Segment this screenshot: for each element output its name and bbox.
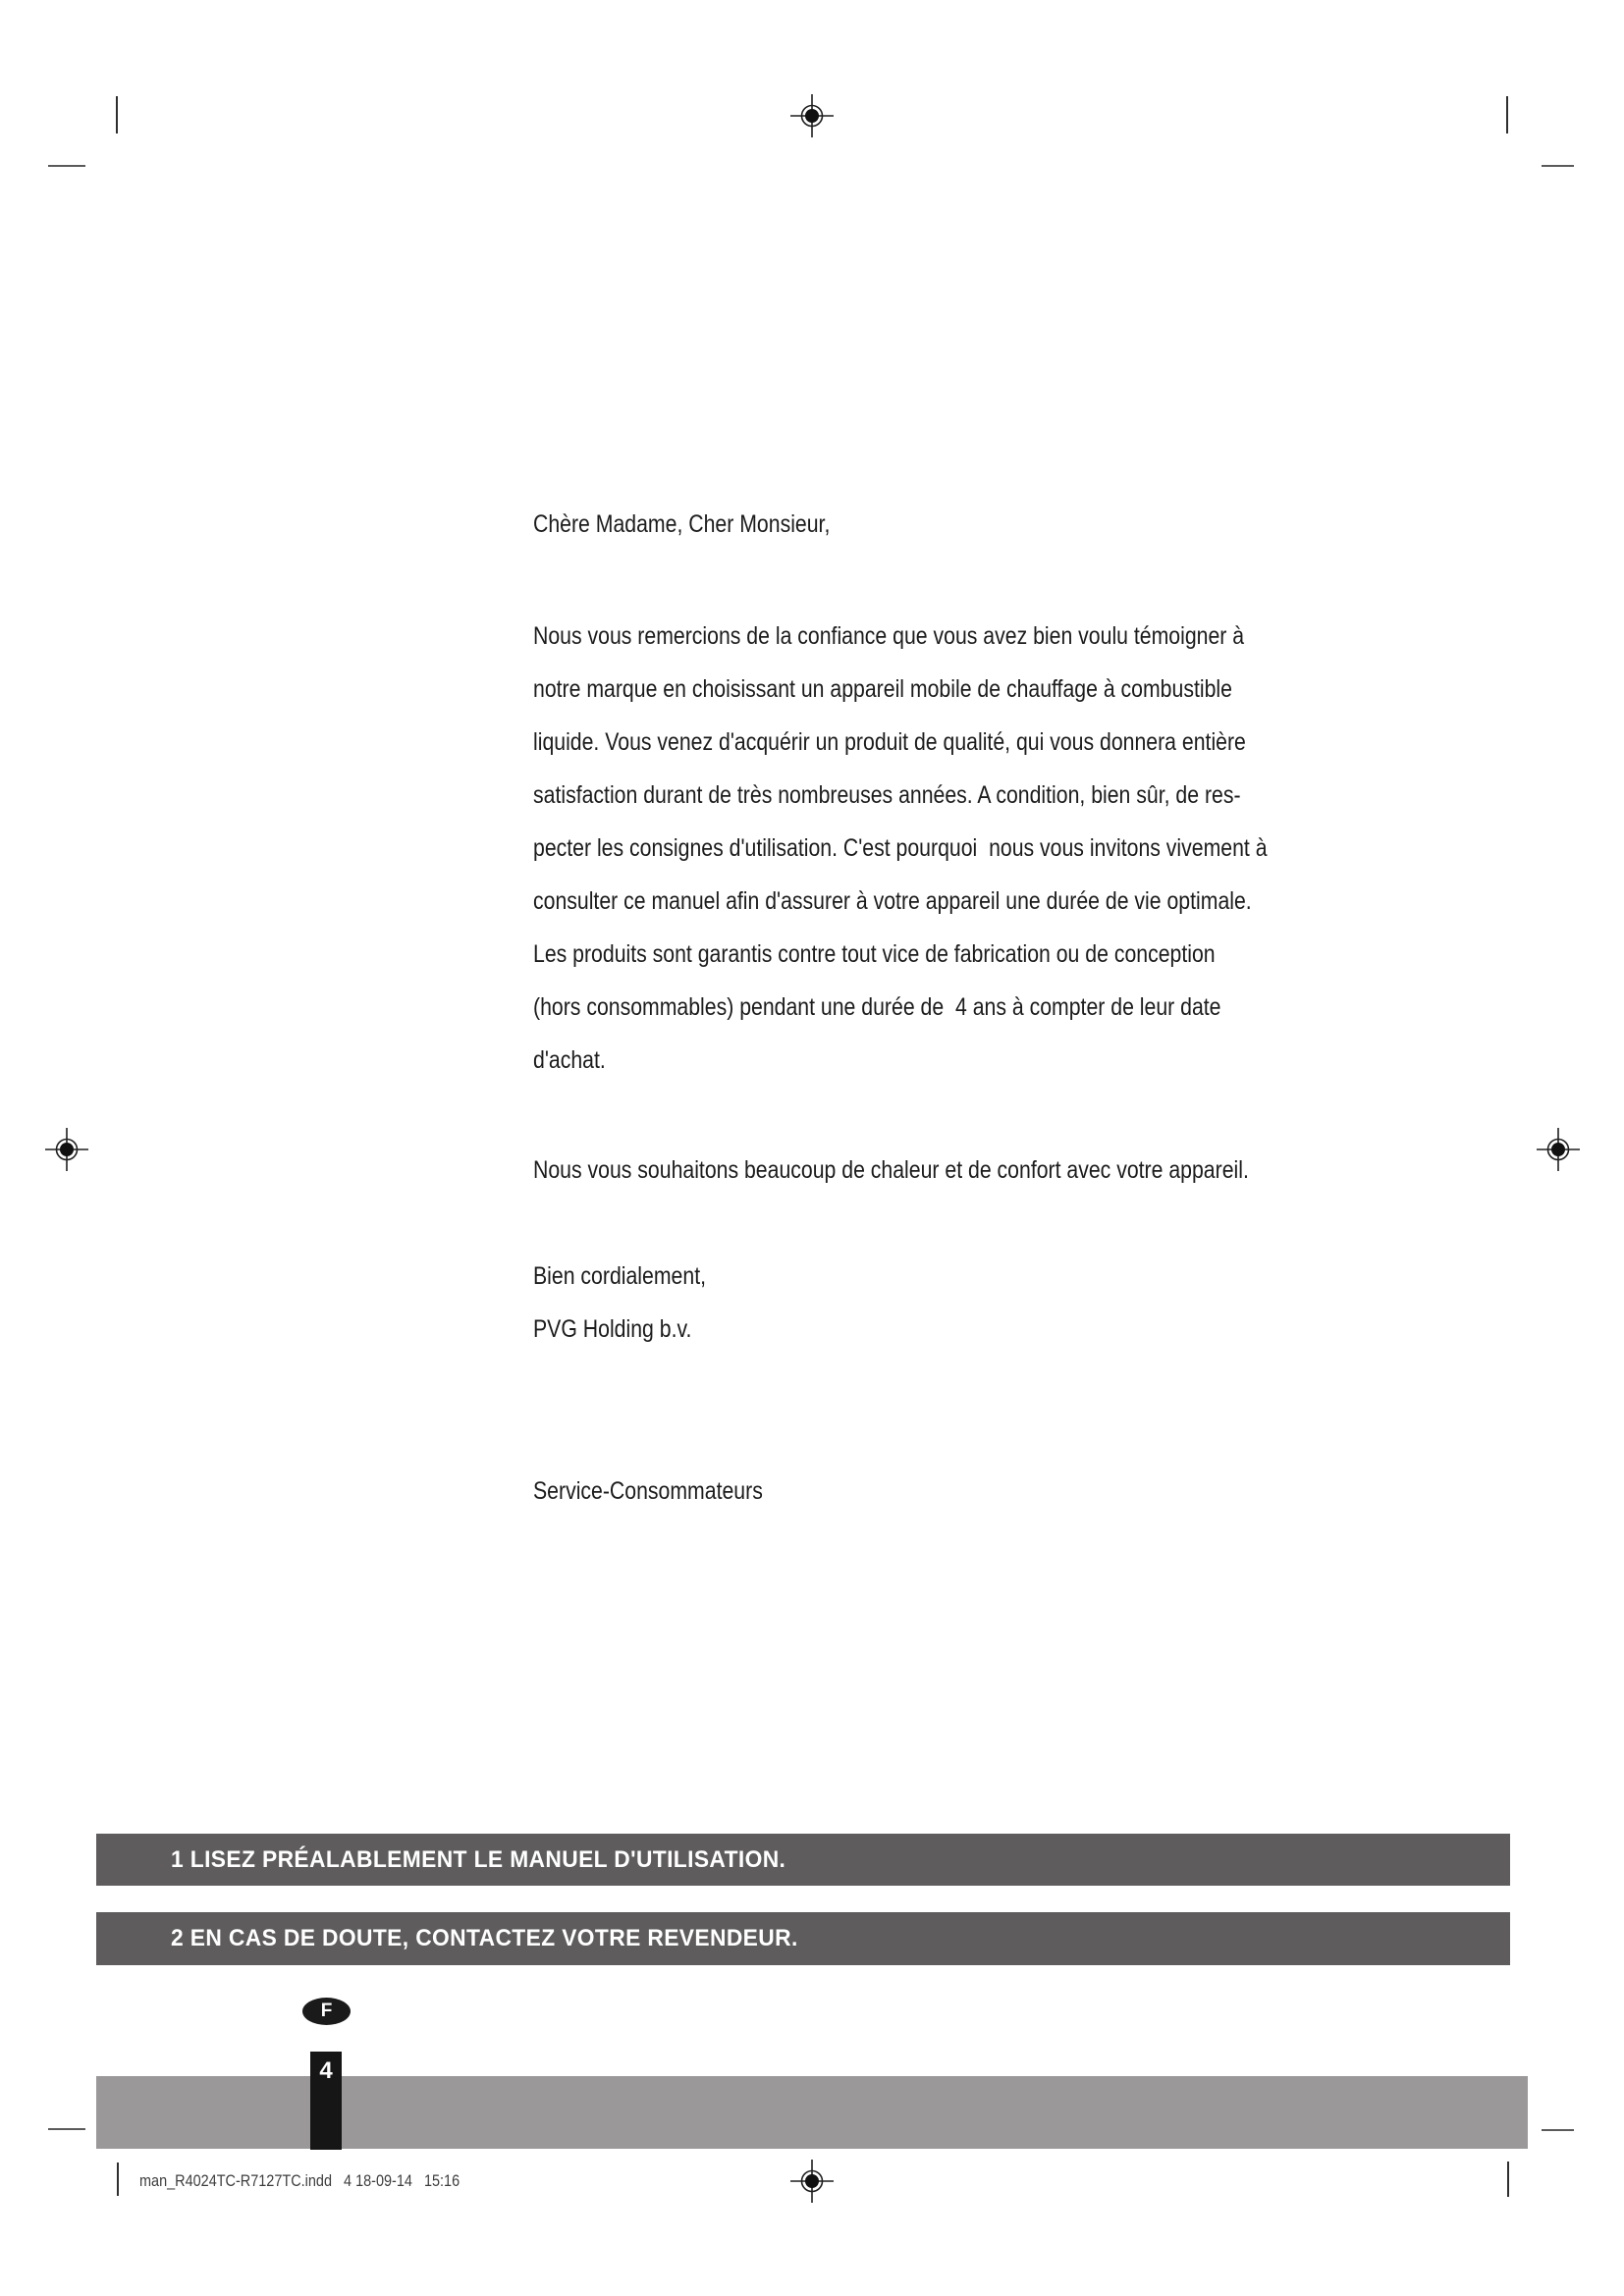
page-number: 4 bbox=[319, 2057, 333, 2084]
paragraph-line: liquide. Vous venez d'acquérir un produit de qualité, qui vous donnera entière bbox=[533, 728, 1246, 756]
trim-mark-top-left-horizontal bbox=[48, 165, 85, 167]
trim-mark-bottom-right-horizontal bbox=[1542, 2129, 1574, 2131]
instruction-banner-1 bbox=[96, 1834, 1510, 1886]
wish-line: Nous vous souhaitons beaucoup de chaleur et de confort avec votre appareil. bbox=[533, 1156, 1249, 1184]
letter-service bbox=[533, 1465, 803, 1518]
paragraph-line: d'achat. bbox=[533, 1046, 606, 1074]
paragraph-line: satisfaction durant de très nombreuses années. A condition, bien sûr, de res- bbox=[533, 781, 1241, 809]
paragraph-line: notre marque en choisissant un appareil mobile de chauffage à combustible bbox=[533, 675, 1232, 703]
instruction-banner-2 bbox=[96, 1912, 1510, 1965]
registration-mark-icon bbox=[45, 1128, 88, 1171]
print-footer: man_R4024TC-R7127TC.indd 4 18-09-14 15:16 bbox=[139, 2171, 460, 2190]
registration-mark-icon bbox=[790, 94, 834, 137]
letter-greeting bbox=[533, 498, 883, 551]
paragraph-line: (hors consommables) pendant une durée de 4 ans à compter de leur date bbox=[533, 993, 1221, 1021]
letter-closing bbox=[533, 1250, 736, 1356]
paragraph-line: consulter ce manuel afin d'assurer à votre appareil une durée de vie optimale. bbox=[533, 887, 1252, 915]
trim-mark-top-right-horizontal bbox=[1542, 165, 1574, 167]
trim-mark-top-right-vertical bbox=[1506, 96, 1508, 133]
closing-line: PVG Holding b.v. bbox=[533, 1315, 692, 1343]
language-badge bbox=[302, 1998, 351, 2025]
instruction-text: 1 LISEZ PRÉALABLEMENT LE MANUEL D'UTILISATION. bbox=[171, 1845, 786, 1873]
letter-wish bbox=[533, 1144, 1376, 1197]
language-badge-label: F bbox=[320, 2001, 333, 2021]
instruction-text: 2 EN CAS DE DOUTE, CONTACTEZ VOTRE REVENDEUR. bbox=[171, 1925, 798, 1951]
paragraph-line: pecter les consignes d'utilisation. C'est pourquoi nous vous invitons vivement à bbox=[533, 834, 1268, 862]
trim-mark-bottom-left-vertical bbox=[117, 2163, 119, 2196]
registration-mark-icon bbox=[790, 2160, 834, 2203]
page-number-tab bbox=[310, 2052, 342, 2150]
trim-mark-bottom-right-vertical bbox=[1507, 2162, 1509, 2197]
trim-mark-bottom-left-horizontal bbox=[48, 2128, 85, 2130]
trim-mark-top-left-vertical bbox=[116, 96, 118, 133]
registration-mark-icon bbox=[1537, 1128, 1580, 1171]
paragraph-line: Les produits sont garantis contre tout vice de fabrication ou de conception bbox=[533, 940, 1216, 968]
paragraph-line: Nous vous remercions de la confiance que vous avez bien voulu témoigner à bbox=[533, 622, 1245, 650]
greeting-line: Chère Madame, Cher Monsieur, bbox=[533, 510, 831, 538]
letter-paragraph bbox=[533, 610, 1396, 1087]
service-line: Service-Consommateurs bbox=[533, 1477, 763, 1505]
closing-line: Bien cordialement, bbox=[533, 1262, 707, 1290]
